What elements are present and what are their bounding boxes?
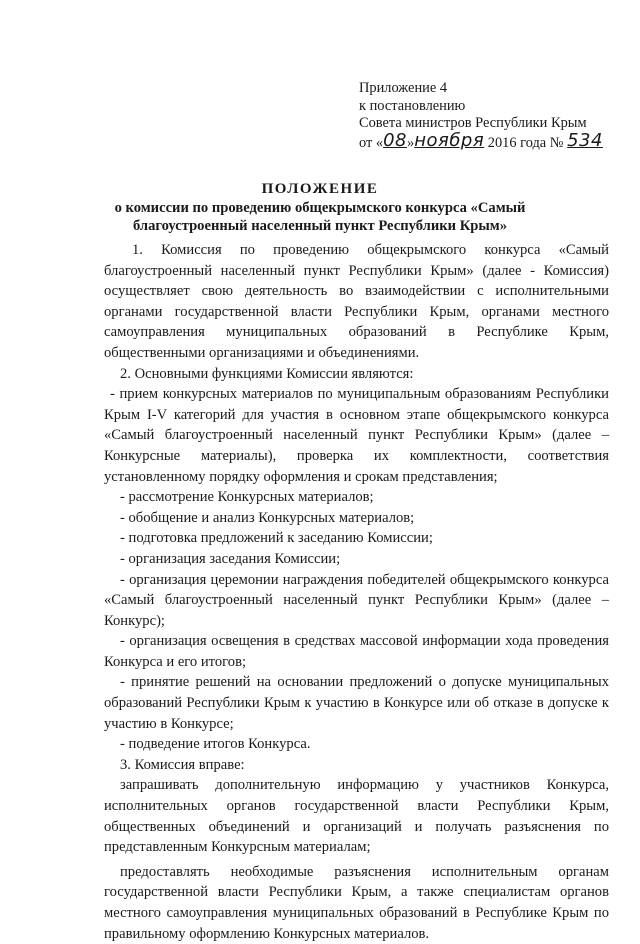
- document-body: [104, 240, 609, 944]
- appendix-header: [359, 80, 629, 152]
- paragraph-1: 1. Комиссия по проведению общекрымского конкурса «Самый благоустроенный населенный пункт Республики Крым» (далее - Комиссия) осуществляет свою деятельность во взаимодействии с исполнительными органами государственной власти Республики Крым, органами местного самоуправления муниципальных образований в Республике Крым, общественными организациями и объединениями.: [104, 242, 609, 361]
- list-item: - обобщение и анализ Конкурсных материалов;: [120, 509, 415, 526]
- list-item: - принятие решений на основании предложений о допуске муниципальных образований Республики Крым к участию в Конкурсе или об отказе в допуске к участию в Конкурсе;: [104, 674, 609, 732]
- appendix-line: Приложение 4: [359, 80, 448, 96]
- appendix-line: Совета министров Республики Крым: [359, 115, 587, 131]
- handwritten-number: 534: [567, 129, 603, 151]
- document-subtitle: о комиссии по проведению общекрымского конкурса «Самый: [114, 200, 526, 216]
- paragraph-3: 3. Комиссия вправе:: [120, 756, 245, 773]
- list-item: - организация заседания Комиссии;: [120, 550, 341, 567]
- handwritten-month: ноября: [414, 129, 485, 151]
- title-block: [0, 180, 640, 235]
- paragraph-2: 2. Основными функциями Комиссии являются:: [120, 365, 414, 382]
- rights-item: запрашивать дополнительную информацию у участников Конкурса, исполнительных органов государственной власти Республики Крым, общественных объединений и организаций и получать разъяснения по представленным Конкурсным материалам;: [104, 777, 609, 856]
- rights-item: предоставлять необходимые разъяснения исполнительным органам государственной власти Республики Крым, а также специалистам органов местного самоуправления муниципальных образований в Республике Крым по правильному оформлению Конкурсных материалов.: [104, 863, 609, 942]
- list-item: - рассмотрение Конкурсных материалов;: [120, 489, 374, 506]
- date-year: 2016 года №: [484, 134, 568, 151]
- appendix-line: к постановлению: [359, 97, 466, 114]
- date-mid: »: [407, 134, 415, 151]
- date-prefix: от «: [359, 134, 384, 151]
- list-item: - прием конкурсных материалов по муниципальным образованиям Республики Крым I-V категорий для участия в основном этапе общекрымского конкурса «Самый благоустроенный населенный пункт Республики Крым» (далее – Конкурсные материалы), проверка их комплектности, соответствия установленному порядку оформления и срокам представления;: [104, 386, 609, 485]
- list-item: - подготовка предложений к заседанию Комиссии;: [120, 530, 433, 547]
- document-subtitle: благоустроенный населенный пункт Республики Крым»: [132, 218, 508, 234]
- handwritten-day: 08: [383, 129, 407, 151]
- appendix-date-line: [359, 129, 629, 153]
- document-title: ПОЛОЖЕНИЕ: [261, 181, 379, 197]
- list-item: - организация освещения в средствах массовой информации хода проведения Конкурса и его итогов;: [104, 633, 609, 670]
- list-item: - подведение итогов Конкурса.: [120, 736, 311, 753]
- list-item: - организация церемонии награждения победителей общекрымского конкурса «Самый благоустроенный населенный пункт Республики Крым» (далее – Конкурс);: [104, 571, 609, 629]
